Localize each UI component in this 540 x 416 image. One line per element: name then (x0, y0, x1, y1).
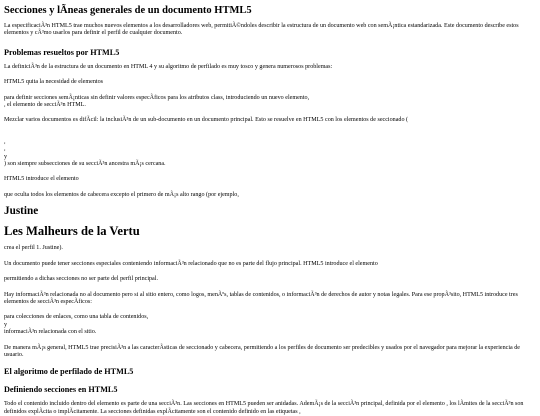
paragraph-oculta: que oculta todos los elementos de cabecera excepto el primero de mÃ¡s alto rango (por ejemplo, (4, 191, 239, 198)
list-comma-1: , (4, 138, 6, 145)
paragraph-para-definir-line1: para definir secciones semÃ¡nticas sin definir valores especÃficos para los atributos class, introduciendo un nuevo elemento, (4, 94, 310, 101)
heading-algoritmo: El algoritmo de perfilado de HTML5 (4, 367, 134, 377)
paragraph-crea-perfil: crea el perfil 1. Justine). (4, 245, 63, 252)
paragraph-de-manera: De manera mÃ¡s general, HTML5 trae precisiÃ³n a las caracterÃsticas de seccionado y cabecera, permitiendo a los perfiles de documento ser predecibles y usados por el navegador para mejorar la experiencia de usuario. (4, 344, 521, 358)
paragraph-subsecciones: ) son siempre subsecciones de su secciÃ³n ancestra mÃ¡s cercana. (4, 161, 166, 168)
heading-justine: Justine (4, 205, 39, 218)
paragraph-introduce-elemento: HTML5 introduce el elemento (4, 176, 79, 183)
intro-paragraph: La especificaciÃ³n HTML5 trae muchos nuevos elementos a los desarrolladores web, permitiÃ©ndoles describir la estructura de un documento web con semÃ¡ntica estandarizada. Este documento describe estos elementos y cÃ³mo usarlos para definir el perfil de cualquier documento. (4, 23, 519, 37)
heading-problemas-resueltos: Problemas resueltos por HTML5 (4, 47, 120, 57)
site-elements-list (4, 314, 536, 336)
list-y-2: y (4, 321, 8, 328)
paragraph-quita-elementos: HTML5 quita la necesidad de elementos (4, 79, 103, 86)
paragraph-permitiendo: permitiendo a dichas secciones no ser parte del perfil principal. (4, 276, 158, 283)
list-comma-2: , (4, 146, 6, 153)
paragraph-mezclar: Mezclar varios documentos es difÃcil: la inclusiÃ³n de un sub-documento en un documento principal. Esto se resuelve en HTML5 con los elementos de seccionado ( (4, 117, 409, 124)
paragraph-para-definir-line2: , el elemento de secciÃ³n HTML. (4, 102, 86, 109)
paragraph-hay-informacion: Hay informaciÃ³n relacionada no al documento pero si al sitio entero, como logos, menÃºs, tablas de contenidos, o informaciÃ³n de derechos de autor y notas legales. Para ese propÃ³sito, HTML5 introduce tres elementos de secciÃ³n especÃficos: (4, 291, 518, 305)
paragraph-todo-contenido: Todo el contenido incluido dentro del elemento es parte de una secciÃ³n. Las secciones en HTML5 pueden ser anidadas. AdemÃ¡s de la secciÃ³n principal, definida por el elemento , los lÃmites de la secciÃ³n son definidos explÃcita o implÃcitamente. La secciones definidas explÃcitamente son el contenido definido en las etiquetas , (4, 401, 524, 415)
paragraph-definicion: La definiciÃ³n de la estructura de un documento en HTML 4 y su algoritmo de perfilado es muy tosco y genera numerosos problemas: (4, 63, 333, 70)
page-title: Secciones y lÃneas generales de un documento HTML5 (4, 5, 252, 16)
list-y-1: y (4, 153, 8, 160)
paragraph-colecciones: para colecciones de enlaces, como una tabla de contenidos, (4, 314, 149, 321)
sectioning-elements-list (4, 139, 536, 169)
heading-definiendo-secciones: Definiendo secciones en HTML5 (4, 385, 118, 395)
heading-malheurs: Les Malheurs de la Vertu (4, 224, 140, 239)
paragraph-para-definir-block (4, 95, 536, 110)
paragraph-documento-secciones: Un documento puede tener secciones especiales conteniendo informaciÃ³n relacionado que no es parte del flujo principal. HTML5 introduce el elemento (4, 260, 378, 267)
paragraph-info-sitio: informaciÃ³n relacionada con el sitio. (4, 329, 97, 336)
